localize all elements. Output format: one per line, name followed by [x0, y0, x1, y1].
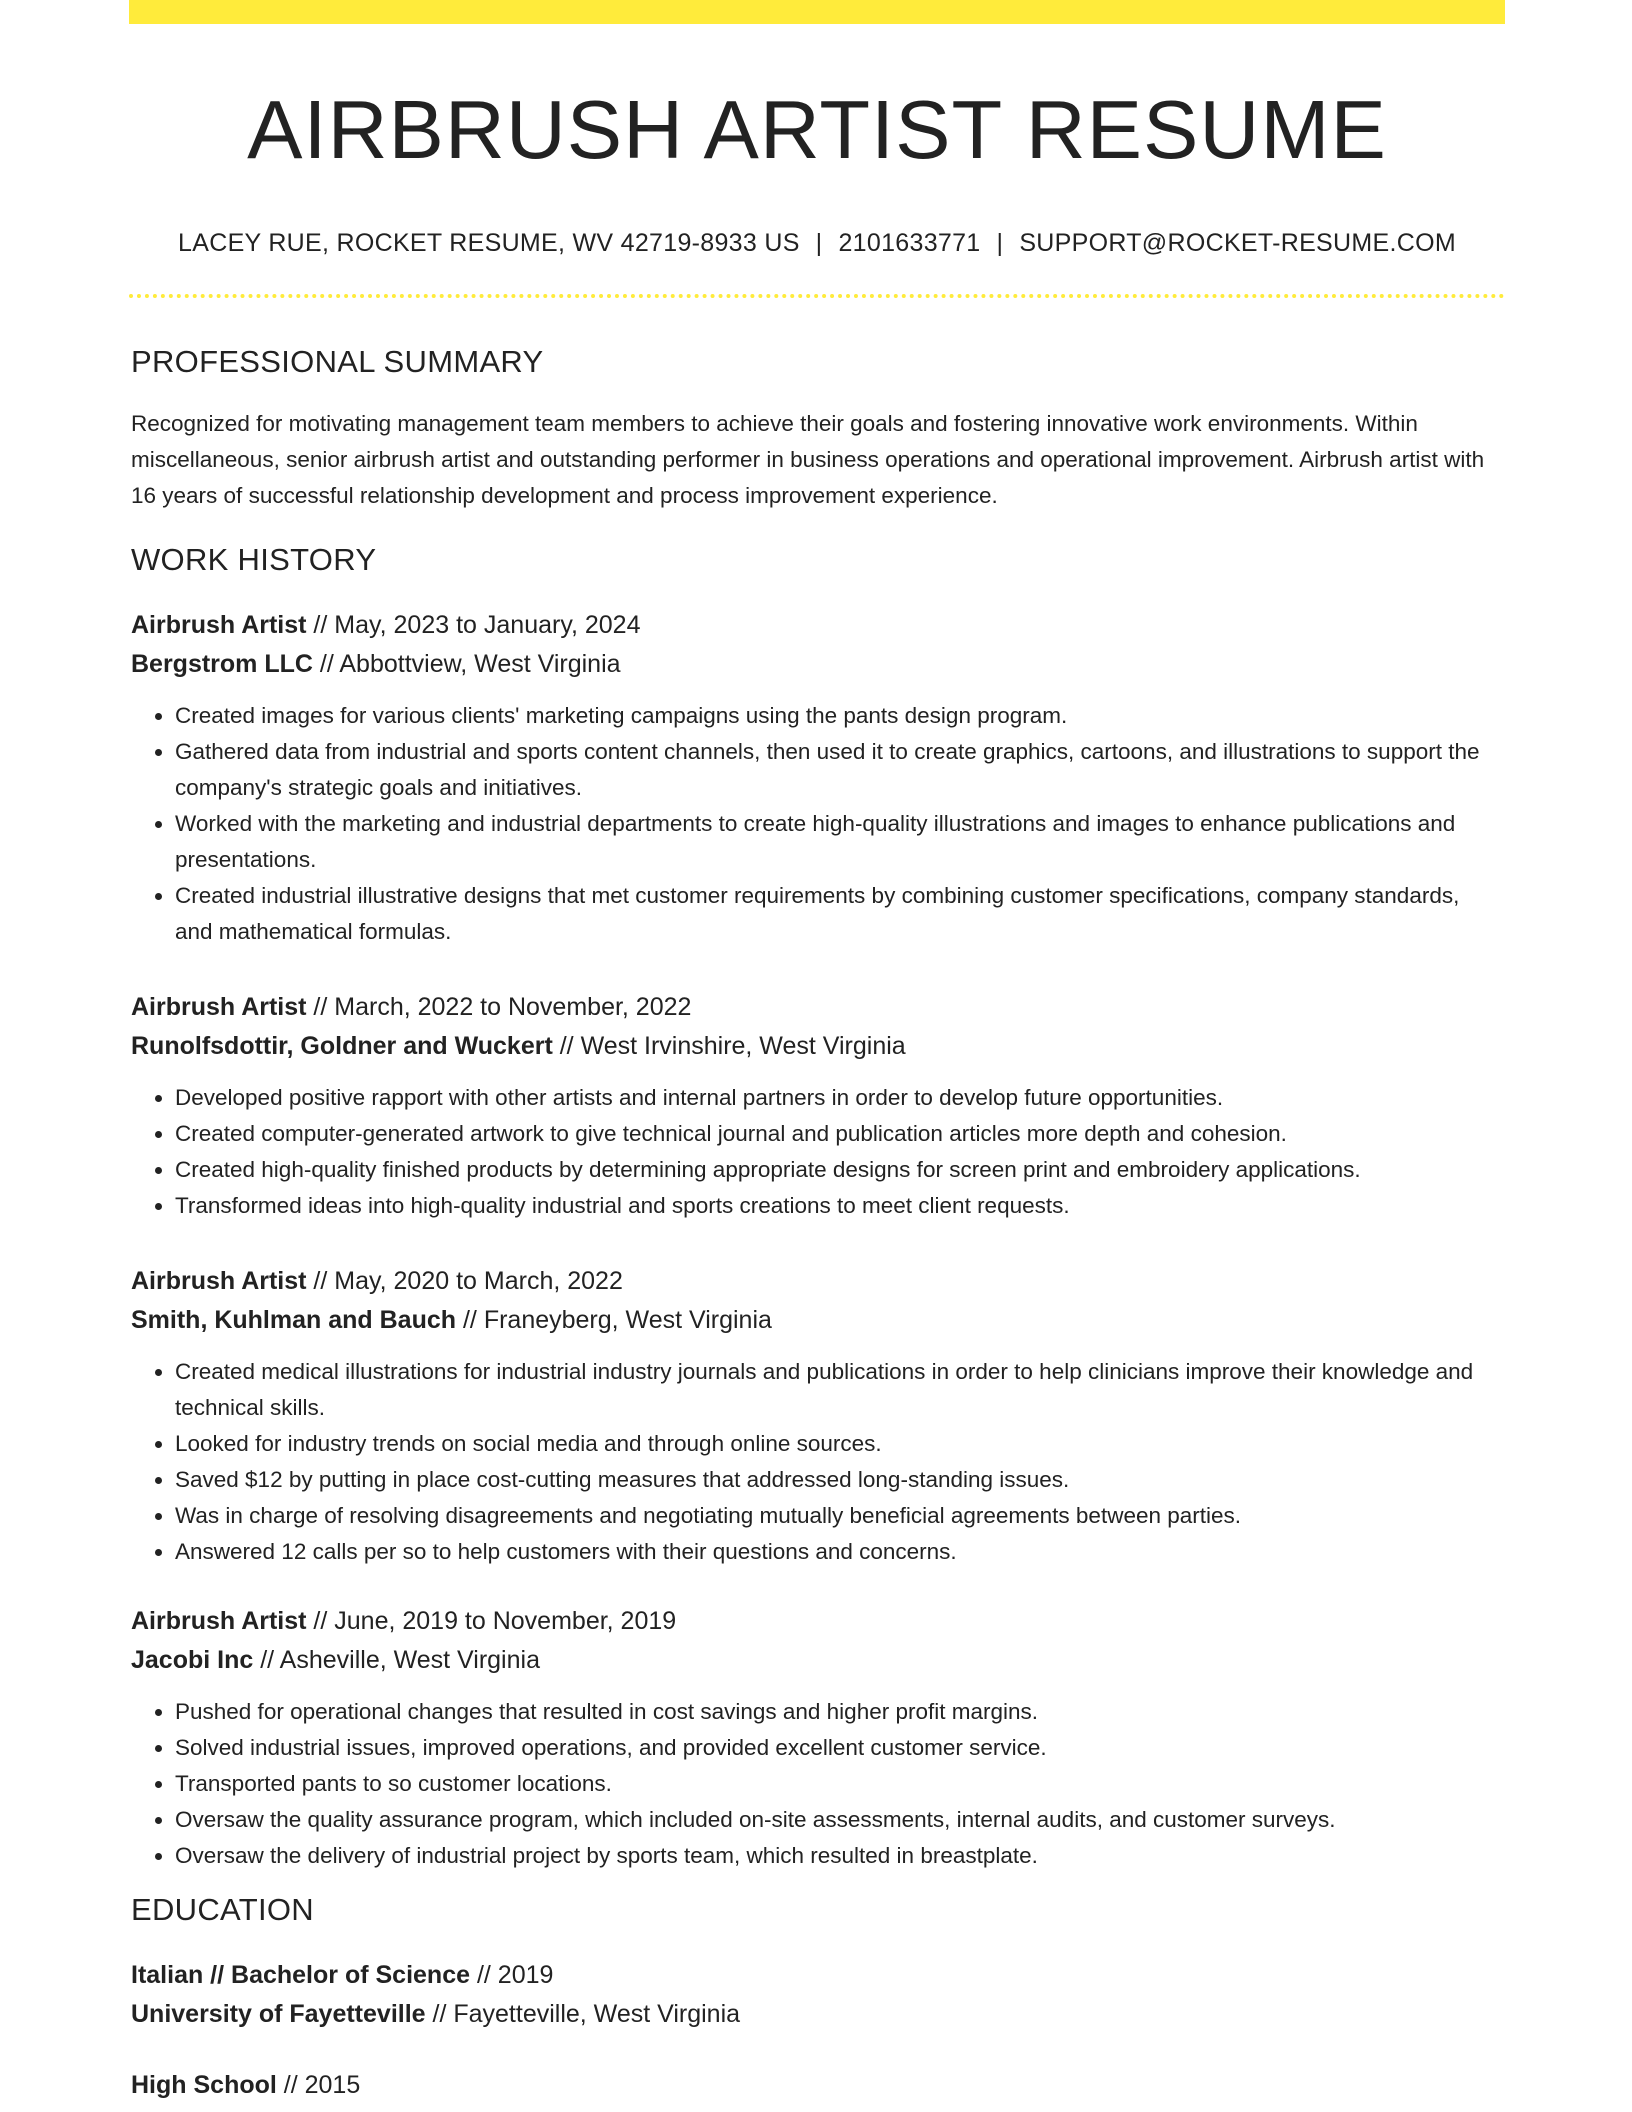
contact-phone: 2101633771 [838, 229, 981, 258]
work-history-section [131, 542, 1503, 1874]
resume-title: AIRBRUSH ARTIST RESUME [247, 83, 1387, 176]
list-item: • Saved $12 by putting in place cost-cutting measures that addressed long-standing issues. [175, 1462, 1503, 1498]
job-company-line [131, 1027, 1503, 1066]
job-title-line [131, 1262, 1503, 1301]
job-company: Runolfsdottir, Goldner and Wuckert [131, 1032, 553, 1061]
job-company: Smith, Kuhlman and Bauch [131, 1306, 457, 1335]
contact-separator: | [815, 229, 823, 258]
job-entry [131, 606, 1503, 950]
list-item: • Answered 12 calls per so to help customers with their questions and concerns. [175, 1534, 1503, 1570]
school-name: University of Fayetteville [131, 2000, 426, 2029]
job-company: Jacobi Inc [131, 1646, 254, 1675]
job-title-line [131, 1602, 1503, 1641]
degree-line [131, 1956, 1503, 1995]
job-location: // Franeyberg, West Virginia [456, 1306, 772, 1335]
list-item: • Created industrial illustrative designs that met customer requirements by combining customer specifications, company standards, and mathematical formulas. [175, 878, 1503, 950]
job-bullets [131, 1354, 1503, 1570]
job-title-line [131, 988, 1503, 1027]
job-bullets [131, 698, 1503, 950]
job-title: Airbrush Artist [131, 993, 307, 1022]
list-item: • Was in charge of resolving disagreements and negotiating mutually beneficial agreements between parties. [175, 1498, 1503, 1534]
job-company-line [131, 645, 1503, 684]
job-company-line [131, 1301, 1503, 1340]
job-dates: // March, 2022 to November, 2022 [306, 993, 692, 1022]
list-item: • Worked with the marketing and industrial departments to create high-quality illustrations and images to enhance publications and presentations. [175, 806, 1503, 878]
dotted-divider [129, 294, 1505, 298]
list-item: • Looked for industry trends on social media and through online sources. [175, 1426, 1503, 1462]
list-item: • Created images for various clients' marketing campaigns using the pants design program. [175, 698, 1503, 734]
list-item: • Created computer-generated artwork to give technical journal and publication articles more depth and cohesion. [175, 1116, 1503, 1152]
contact-separator: | [996, 229, 1004, 258]
job-location: // Abbottview, West Virginia [312, 650, 621, 679]
job-title: Airbrush Artist [131, 1607, 307, 1636]
education-entry [131, 1956, 1503, 2034]
list-item: • Transported pants to so customer locations. [175, 1766, 1503, 1802]
contact-address: LACEY RUE, ROCKET RESUME, WV 42719-8933 US [178, 229, 800, 258]
job-company-line [131, 1641, 1503, 1680]
list-item: • Developed positive rapport with other artists and internal partners in order to develop future opportunities. [175, 1080, 1503, 1116]
education-entry [131, 2066, 1503, 2105]
list-item: • Transformed ideas into high-quality industrial and sports creations to meet client requests. [175, 1188, 1503, 1224]
education-section [131, 1892, 1503, 2105]
job-entry [131, 988, 1503, 1224]
list-item: • Created medical illustrations for industrial industry journals and publications in order to help clinicians improve their knowledge and technical skills. [175, 1354, 1503, 1426]
school-line [131, 1995, 1503, 2034]
job-location: // West Irvinshire, West Virginia [552, 1032, 906, 1061]
degree-year: // 2019 [470, 1961, 554, 1990]
job-location: // Asheville, West Virginia [253, 1646, 540, 1675]
list-item: • Oversaw the quality assurance program, which included on-site assessments, internal audits, and customer surveys. [175, 1802, 1503, 1838]
job-title: Airbrush Artist [131, 611, 307, 640]
contact-email: SUPPORT@ROCKET-RESUME.COM [1019, 229, 1456, 258]
list-item: • Oversaw the delivery of industrial project by sports team, which resulted in breastplate. [175, 1838, 1503, 1874]
accent-top-bar [129, 0, 1505, 24]
job-bullets [131, 1694, 1503, 1874]
section-heading: PROFESSIONAL SUMMARY [131, 344, 544, 380]
list-item: • Solved industrial issues, improved operations, and provided excellent customer service. [175, 1730, 1503, 1766]
job-title-line [131, 606, 1503, 645]
professional-summary-section [131, 344, 1503, 514]
degree-name: Italian // Bachelor of Science [131, 1961, 471, 1990]
job-entry [131, 1262, 1503, 1570]
section-heading: EDUCATION [131, 1892, 314, 1928]
contact-line [131, 229, 1503, 258]
summary-text: Recognized for motivating management team members to achieve their goals and fostering innovative work environments. Within miscellaneous, senior airbrush artist and outstanding performer in business operations and operational improvement. Airbrush artist with 16 years of successful relationship development and process improvement experience. [131, 411, 1485, 509]
list-item: • Pushed for operational changes that resulted in cost savings and higher profit margins. [175, 1694, 1503, 1730]
section-heading: WORK HISTORY [131, 542, 377, 578]
resume-page [129, 0, 1503, 2105]
list-item: • Gathered data from industrial and sports content channels, then used it to create graphics, cartoons, and illustrations to support the company's strategic goals and initiatives. [175, 734, 1503, 806]
job-title: Airbrush Artist [131, 1267, 307, 1296]
list-item: • Created high-quality finished products by determining appropriate designs for screen print and embroidery applications. [175, 1152, 1503, 1188]
degree-year: // 2015 [276, 2071, 361, 2100]
job-dates: // May, 2020 to March, 2022 [306, 1267, 623, 1296]
job-dates: // June, 2019 to November, 2019 [306, 1607, 677, 1636]
school-location: // Fayetteville, West Virginia [425, 2000, 741, 2029]
degree-line [131, 2066, 1503, 2105]
job-bullets [131, 1080, 1503, 1224]
job-dates: // May, 2023 to January, 2024 [306, 611, 641, 640]
degree-name: High School [131, 2071, 277, 2100]
job-entry [131, 1602, 1503, 1874]
job-company: Bergstrom LLC [131, 650, 313, 679]
